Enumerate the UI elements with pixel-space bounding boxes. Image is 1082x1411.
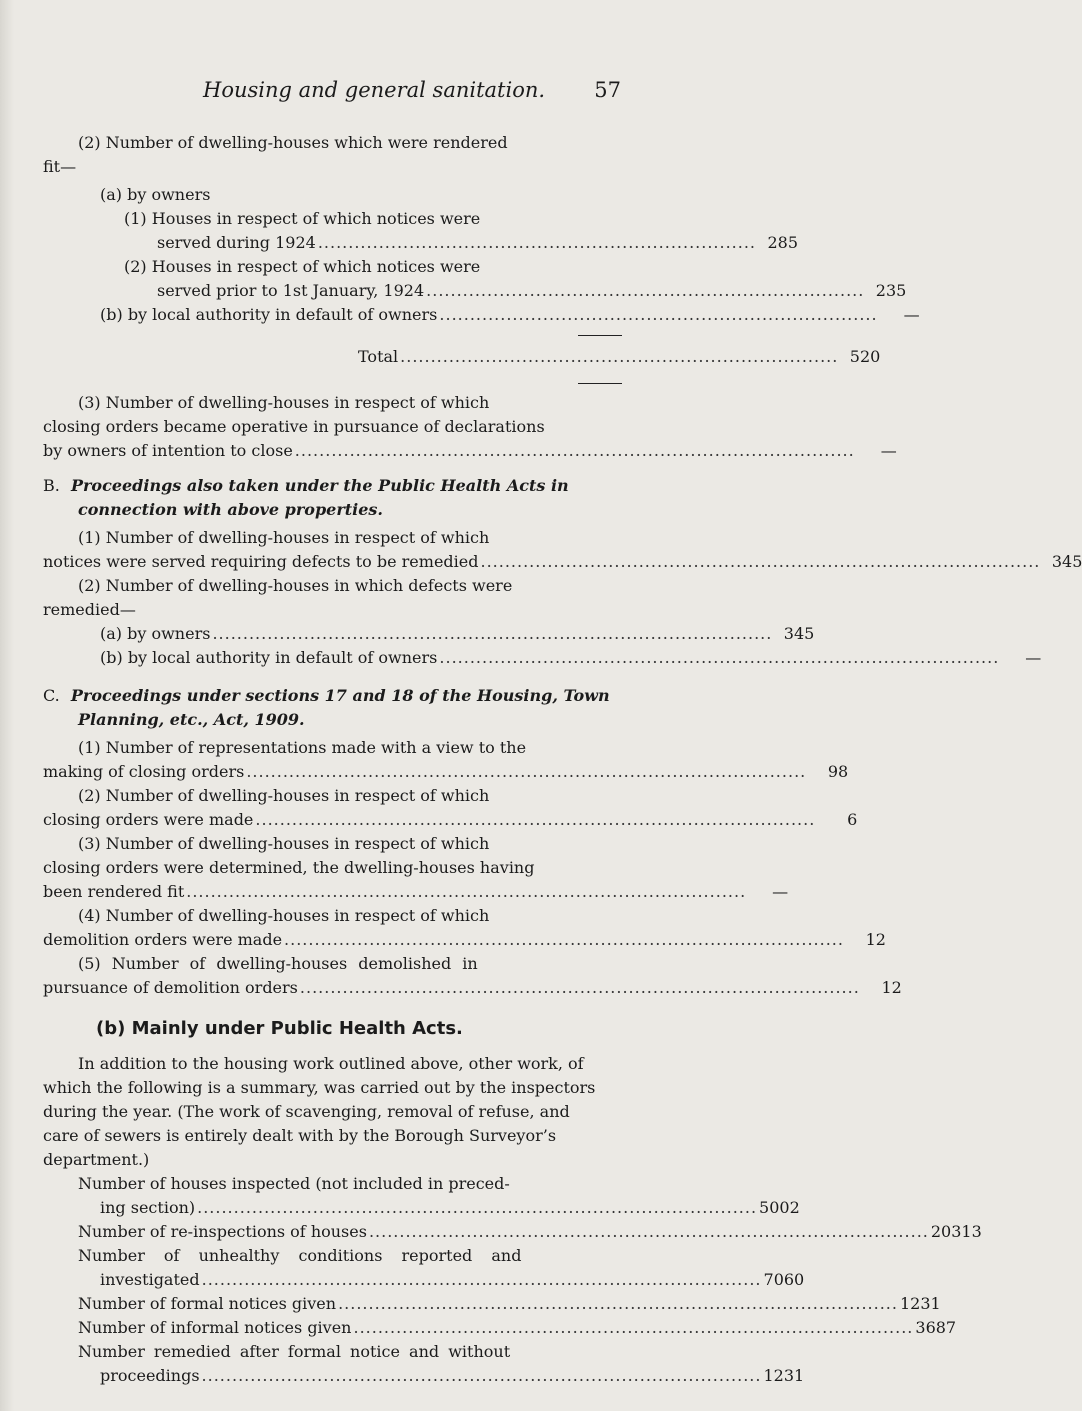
- a2-item2-entry: [157, 279, 907, 303]
- b2a-value: 345: [783, 624, 815, 643]
- ph-s1-line1: Number of houses inspected (not included in preced-: [78, 1174, 510, 1193]
- dot-leader: ............................................................................................: [186, 882, 747, 901]
- dot-leader: ........................................................................: [439, 305, 878, 324]
- dot-leader: ............................................................................................: [299, 978, 860, 997]
- page-number: 57: [594, 78, 621, 102]
- a2-item2-line1: (2) Houses in respect of which notices were: [124, 257, 481, 276]
- c4-line2: demolition orders were made: [43, 930, 283, 949]
- public-health-heading: (b) Mainly under Public Health Acts.: [96, 1018, 463, 1039]
- dot-leader: ............................................................................................: [368, 1222, 929, 1241]
- dot-leader: ............................................................................................: [439, 648, 1000, 667]
- b2-line1: (2) Number of dwelling-houses in which defects were: [78, 576, 513, 595]
- ph-s6-entry: [100, 1364, 805, 1388]
- running-title: Housing and general sanitation.: [203, 78, 546, 102]
- dot-leader: ............................................................................................: [201, 1270, 762, 1289]
- b2-line2: remedied—: [43, 600, 136, 619]
- c1-entry: [43, 760, 849, 784]
- ph-s2-label: Number of re-inspections of houses: [78, 1222, 367, 1241]
- section-b-heading-line1: [43, 474, 569, 498]
- a2-item1-line2: served during 1924: [157, 233, 316, 252]
- b1-value: 345: [1051, 552, 1082, 571]
- a2-item1-line1: (1) Houses in respect of which notices were: [124, 209, 481, 228]
- c5-entry: [43, 976, 902, 1000]
- b2a-entry: [100, 622, 815, 646]
- c1-line1: (1) Number of representations made with a view to the: [78, 738, 527, 757]
- a2-item2-line2: served prior to 1st January, 1924: [157, 281, 425, 300]
- section-c-title-1: Proceedings under sections 17 and 18 of the Housing, Town: [70, 686, 610, 705]
- ph-s1-value: 5002: [759, 1198, 800, 1217]
- c1-value: 98: [827, 762, 849, 781]
- ph-s2-value: 20313: [930, 1222, 982, 1241]
- c2-line1: (2) Number of dwelling-houses in respect of which: [78, 786, 490, 805]
- ph-s4-entry: [78, 1292, 941, 1316]
- dot-leader: ............................................................................................: [246, 762, 807, 781]
- ph-s6-line1: Number remedied after formal notice and without: [78, 1342, 511, 1361]
- ph-s4-value: 1231: [899, 1294, 941, 1313]
- a2-local-authority-label: (b) by local authority in default of owners: [100, 305, 438, 324]
- b2a-label: (a) by owners: [100, 624, 211, 643]
- running-header: [203, 78, 621, 108]
- c5-line1: (5) Number of dwelling-houses demolished in: [78, 954, 478, 973]
- section-b-prefix: B.: [43, 476, 60, 495]
- c1-line2: making of closing orders: [43, 762, 245, 781]
- a3-value: —: [880, 441, 897, 460]
- ph-s6-line2: proceedings: [100, 1366, 200, 1385]
- ph-s3-line1: Number of unhealthy conditions reported and: [78, 1246, 522, 1265]
- ph-s5-entry: [78, 1316, 957, 1340]
- ph-s2-entry: [78, 1220, 982, 1244]
- a3-line3: by owners of intention to close: [43, 441, 293, 460]
- b2b-label: (b) by local authority in default of owners: [100, 648, 438, 667]
- ph-s1-entry: [100, 1196, 800, 1220]
- c5-value: 12: [881, 978, 902, 997]
- a3-line2: closing orders became operative in pursuance of declarations: [43, 417, 545, 436]
- a2-owners-label: (a) by owners: [100, 185, 211, 204]
- c3-value: —: [772, 882, 789, 901]
- section-c-heading-line2: Planning, etc., Act, 1909.: [78, 710, 305, 729]
- c3-line3: been rendered fit: [43, 882, 185, 901]
- c3-line2: closing orders were determined, the dwelling-houses having: [43, 858, 535, 877]
- b1-line1: (1) Number of dwelling-houses in respect of which: [78, 528, 490, 547]
- total-rule-bottom: [578, 383, 622, 384]
- dot-leader: ............................................................................................: [480, 552, 1041, 571]
- c4-line1: (4) Number of dwelling-houses in respect of which: [78, 906, 490, 925]
- ph-s5-value: 3687: [915, 1318, 957, 1337]
- page-binding-shadow: [0, 0, 14, 1411]
- dot-leader: ............................................................................................: [353, 1318, 914, 1337]
- dot-leader: ............................................................................................: [284, 930, 844, 949]
- ph-para-line5: department.): [43, 1150, 150, 1169]
- dot-leader: ............................................................................................: [338, 1294, 898, 1313]
- c4-entry: [43, 928, 886, 952]
- a2-total-value: 520: [849, 347, 881, 366]
- a2-item2-value: 235: [875, 281, 907, 300]
- a2-total-entry: [358, 345, 881, 369]
- b2b-entry: [100, 646, 1042, 670]
- ph-s3-line2: investigated: [100, 1270, 200, 1289]
- section-b-title-1: Proceedings also taken under the Public Health Acts in: [70, 476, 569, 495]
- c2-value: 6: [847, 810, 858, 829]
- dot-leader: ........................................................................: [317, 233, 757, 252]
- a3-line1: (3) Number of dwelling-houses in respect of which: [78, 393, 490, 412]
- dot-leader: ............................................................................................: [294, 441, 855, 460]
- section-b-heading-line2: connection with above properties.: [78, 500, 383, 519]
- total-rule-top: [578, 335, 622, 336]
- ph-para-line2: which the following is a summary, was carried out by the inspectors: [43, 1078, 596, 1097]
- c2-line2: closing orders were made: [43, 810, 254, 829]
- ph-s3-entry: [100, 1268, 805, 1292]
- a2-local-authority-entry: [100, 303, 920, 327]
- c2-entry: [43, 808, 858, 832]
- section-c-heading-line1: [43, 684, 610, 708]
- ph-s4-label: Number of formal notices given: [78, 1294, 337, 1313]
- dot-leader: ............................................................................................: [201, 1366, 762, 1385]
- a2-heading-line1: (2) Number of dwelling-houses which were rendered: [78, 133, 508, 152]
- a2-item1-value: 285: [767, 233, 799, 252]
- c3-entry: [43, 880, 789, 904]
- a2-item1-entry: [157, 231, 799, 255]
- b2b-value: —: [1025, 648, 1042, 667]
- ph-s6-value: 1231: [763, 1366, 805, 1385]
- a2-heading-line2: fit—: [43, 157, 77, 176]
- ph-s1-line2: ing section): [100, 1198, 196, 1217]
- dot-leader: ............................................................................................: [255, 810, 816, 829]
- ph-para-line1: In addition to the housing work outlined above, other work, of: [78, 1054, 584, 1073]
- b1-line2: notices were served requiring defects to be remedied: [43, 552, 479, 571]
- ph-s5-label: Number of informal notices given: [78, 1318, 352, 1337]
- section-c-prefix: C.: [43, 686, 60, 705]
- dot-leader: ............................................................................................: [212, 624, 773, 643]
- ph-para-line3: during the year. (The work of scavenging, removal of refuse, and: [43, 1102, 570, 1121]
- ph-s3-value: 7060: [763, 1270, 805, 1289]
- dot-leader: ........................................................................: [426, 281, 865, 300]
- ph-para-line4: care of sewers is entirely dealt with by the Borough Surveyor’s: [43, 1126, 557, 1145]
- dot-leader: ........................................................................: [400, 347, 839, 366]
- c3-line1: (3) Number of dwelling-houses in respect of which: [78, 834, 490, 853]
- b1-entry: [43, 550, 1082, 574]
- c5-line2: pursuance of demolition orders: [43, 978, 298, 997]
- a3-entry: [43, 439, 897, 463]
- a2-local-authority-value: —: [903, 305, 920, 324]
- c4-value: 12: [865, 930, 886, 949]
- dot-leader: ............................................................................................: [197, 1198, 758, 1217]
- a2-total-label: Total: [358, 347, 399, 366]
